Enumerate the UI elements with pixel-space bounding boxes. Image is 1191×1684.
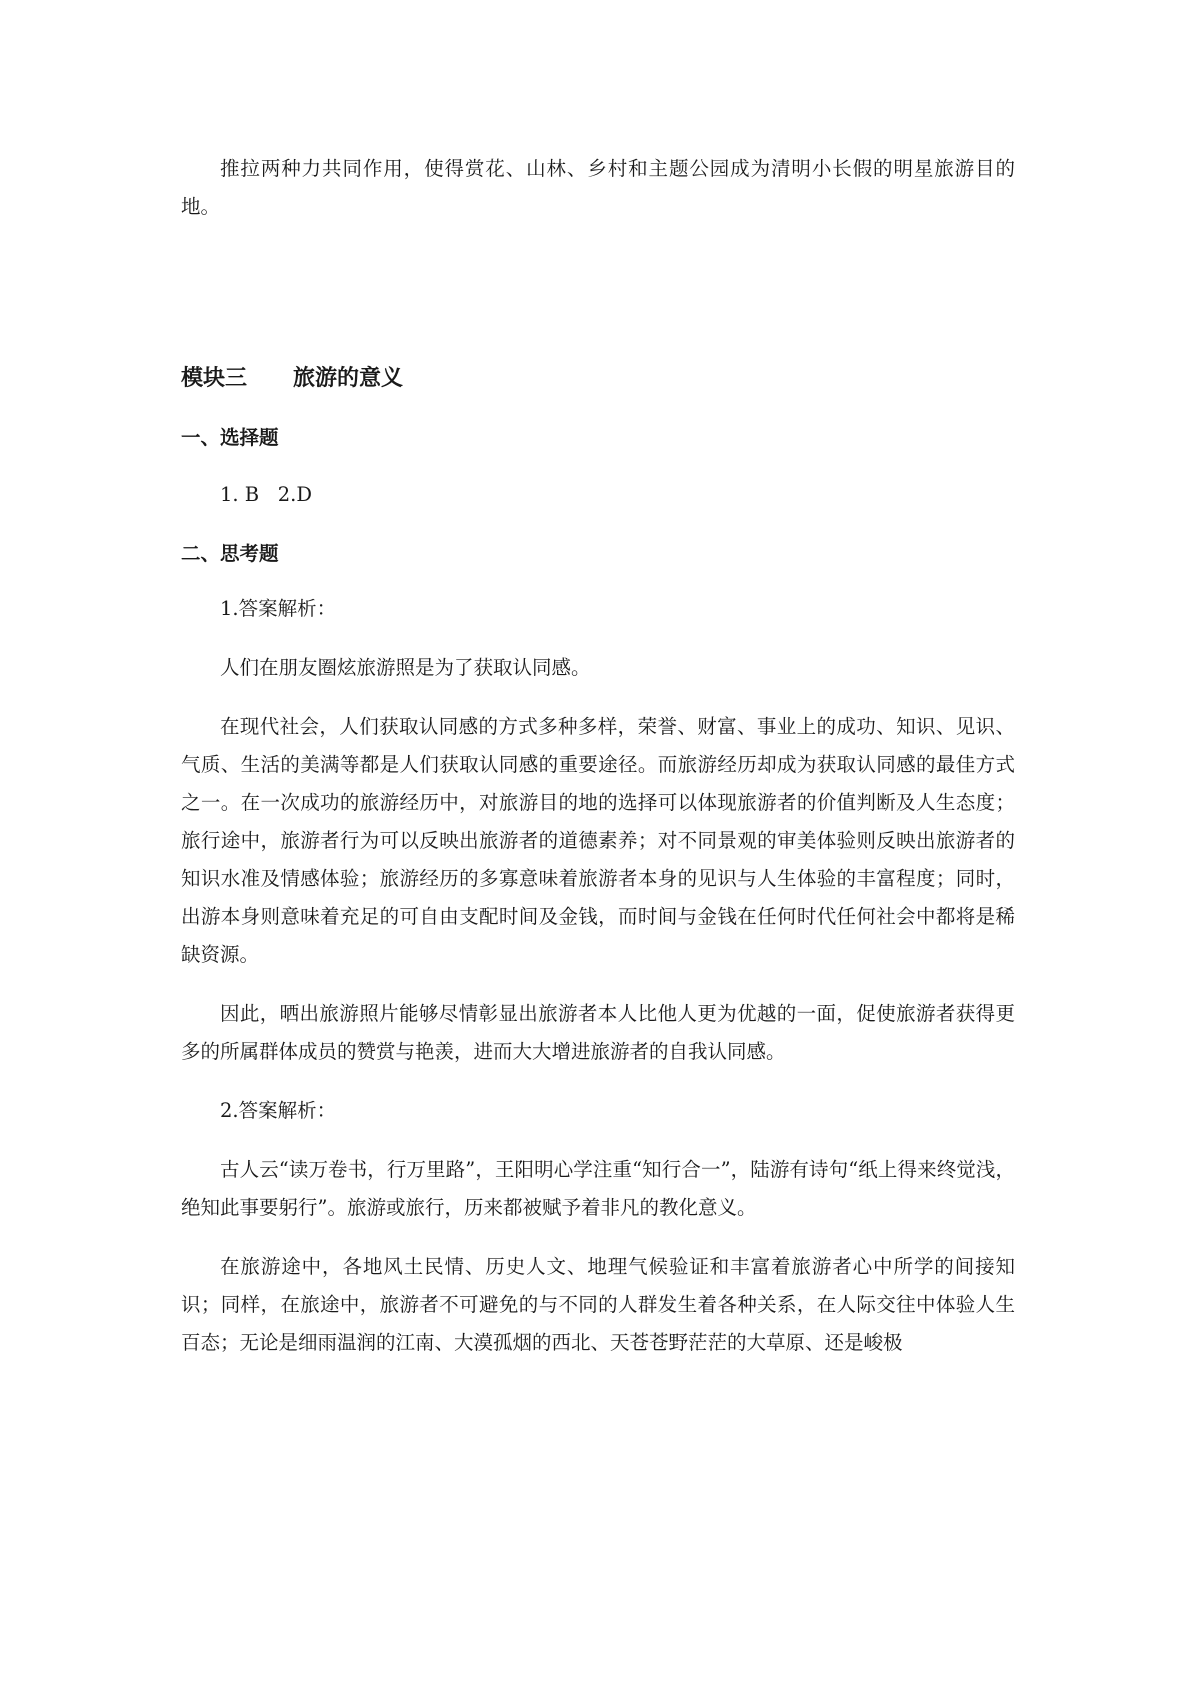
intro-block <box>181 150 1015 226</box>
q2-paragraph-1: 古人云“读万卷书，行万里路”，王阳明心学注重“知行合一”，陆游有诗句“纸上得来终觉浅，绝知此事要躬行”。旅游或旅行，历来都被赋予着非凡的教化意义。 <box>181 1158 1015 1219</box>
section2-heading: 二、思考题 <box>181 542 279 565</box>
section1-heading-block <box>181 423 1015 453</box>
choice-answers: 1. B 2.D <box>220 483 312 506</box>
module-number: 模块三 <box>181 366 248 391</box>
section1-answers-block <box>181 476 1015 514</box>
section1-heading: 一、选择题 <box>181 426 279 449</box>
q1-paragraph-3: 因此，晒出旅游照片能够尽情彰显出旅游者本人比他人更为优越的一面，促使旅游者获得更多的所属群体成员的赞赏与艳羡，进而大大增进旅游者的自我认同感。 <box>181 1002 1015 1063</box>
module-heading <box>181 364 1015 394</box>
intro-paragraph: 推拉两种力共同作用，使得赏花、山林、乡村和主题公园成为清明小长假的明星旅游目的地。 <box>181 157 1015 218</box>
q2-paragraph-2: 在旅游途中，各地风土民情、历史人文、地理气候验证和丰富着旅游者心中所学的间接知识；同样，在旅途中，旅游者不可避免的与不同的人群发生着各种关系，在人际交往中体验人生百态；无论是细雨温润的江南、大漠孤烟的西北、天苍苍野茫茫的大草原、还是峻极 <box>181 1255 1015 1354</box>
section2-heading-block <box>181 539 1015 569</box>
module-heading-block <box>181 364 1015 394</box>
q1-label: 1.答案解析： <box>220 597 337 620</box>
q1-block <box>181 590 1015 1362</box>
module-title: 旅游的意义 <box>292 366 403 391</box>
q1-paragraph-1: 人们在朋友圈炫旅游照是为了获取认同感。 <box>220 656 591 679</box>
q2-label: 2.答案解析： <box>220 1099 337 1122</box>
q1-paragraph-2: 在现代社会，人们获取认同感的方式多种多样，荣誉、财富、事业上的成功、知识、见识、气质、生活的美满等都是人们获取认同感的重要途径。而旅游经历却成为获取认同感的最佳方式之一。在一次成功的旅游经历中，对旅游目的地的选择可以体现旅游者的价值判断及人生态度；旅行途中，旅游者行为可以反映出旅游者的道德素养；对不同景观的审美体验则反映出旅游者的知识水准及情感体验；旅游经历的多寡意味着旅游者本身的见识与人生体验的丰富程度；同时，出游本身则意味着充足的可自由支配时间及金钱，而时间与金钱在任何时代任何社会中都将是稀缺资源。 <box>181 715 1015 966</box>
